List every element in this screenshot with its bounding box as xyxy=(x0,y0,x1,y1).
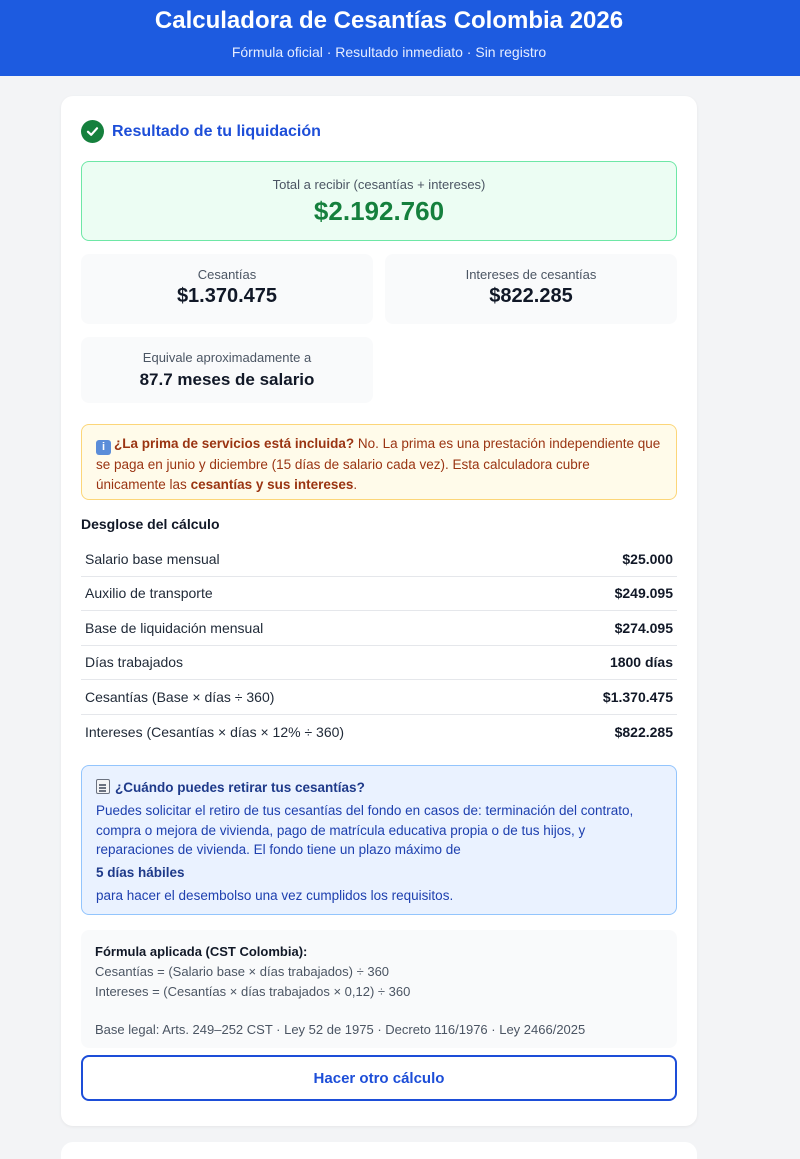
row-label: Intereses (Cesantías × días × 12% ÷ 360) xyxy=(85,723,345,740)
withdraw-text: Puedes solicitar el retiro de tus cesantías del fondo en casos de: terminación del contrato, compra o mejora de vivienda, pago de matrícula educativa propia o de tus hijos, y reparaciones de vivienda. El fondo tiene un plazo máximo de xyxy=(96,803,634,857)
table-row xyxy=(81,577,677,612)
row-value: $822.285 xyxy=(614,723,673,740)
withdraw-text-end: para hacer el desembolso una vez cumplidos los requisitos. xyxy=(96,887,454,903)
total-box xyxy=(81,161,677,241)
notice-bold: cesantías y sus intereses xyxy=(190,477,354,492)
row-value: 1800 días xyxy=(609,654,673,671)
row-value: $274.095 xyxy=(614,619,673,636)
prima-notice xyxy=(81,424,677,500)
intereses-label: Intereses de cesantías xyxy=(465,267,597,282)
equivalence-value: 87.7 meses de salario xyxy=(139,370,315,389)
row-label: Base de liquidación mensual xyxy=(85,619,264,636)
row-label: Cesantías (Base × días ÷ 360) xyxy=(85,688,275,705)
table-row xyxy=(81,715,677,750)
formula-box xyxy=(81,930,677,1048)
notice-text: No. La prima es una prestación independiente que se paga en junio y diciembre (15 días de salario cada vez). Esta calculadora cubre únicamente las xyxy=(96,436,661,492)
table-row xyxy=(81,611,677,646)
row-value: $1.370.475 xyxy=(602,688,673,705)
table-row xyxy=(81,646,677,681)
page-subtitle: Fórmula oficial · Resultado inmediato · Sin registro xyxy=(231,44,547,60)
row-label: Salario base mensual xyxy=(85,550,220,567)
page-header xyxy=(0,0,800,76)
legal-basis: Base legal: Arts. 249–252 CST · Ley 52 de 1975 · Decreto 116/1976 · Ley 2466/2025 xyxy=(95,1022,586,1037)
withdraw-info xyxy=(81,765,677,915)
next-card xyxy=(61,1142,697,1159)
formula-line-intereses: Intereses = (Cesantías × días trabajados × 0,12) ÷ 360 xyxy=(95,984,411,999)
row-label: Auxilio de transporte xyxy=(85,585,213,602)
cesantias-value: $1.370.475 xyxy=(176,285,278,307)
breakdown-title: Desglose del cálculo xyxy=(81,516,220,532)
check-circle-icon xyxy=(81,120,104,143)
row-value: $249.095 xyxy=(614,585,673,602)
table-row xyxy=(81,680,677,715)
intereses-stat xyxy=(385,254,677,324)
result-title: Resultado de tu liquidación xyxy=(112,122,321,140)
info-icon: i xyxy=(96,440,111,455)
withdraw-title: ¿Cuándo puedes retirar tus cesantías? xyxy=(115,780,365,795)
row-label: Días trabajados xyxy=(85,654,184,671)
result-heading xyxy=(81,120,321,143)
total-value: $2.192.760 xyxy=(313,196,445,226)
breakdown-table xyxy=(81,542,677,749)
new-calculation-button[interactable]: Hacer otro cálculo xyxy=(81,1055,677,1101)
clipboard-icon xyxy=(96,779,110,794)
withdraw-days: 5 días hábiles xyxy=(96,864,185,880)
cesantias-label: Cesantías xyxy=(197,267,257,282)
formula-line-cesantias: Cesantías = (Salario base × días trabajados) ÷ 360 xyxy=(95,964,390,979)
result-card xyxy=(61,96,697,1126)
table-row xyxy=(81,542,677,577)
intereses-value: $822.285 xyxy=(489,285,573,307)
page-title: Calculadora de Cesantías Colombia 2026 xyxy=(154,7,624,34)
total-label: Total a recibir (cesantías + intereses) xyxy=(272,177,486,192)
notice-text-end: . xyxy=(353,477,358,492)
equivalence-stat xyxy=(81,337,373,403)
notice-question: ¿La prima de servicios está incluida? xyxy=(114,436,355,451)
row-value: $25.000 xyxy=(622,550,673,567)
cesantias-stat xyxy=(81,254,373,324)
equivalence-label: Equivale aproximadamente a xyxy=(142,350,312,365)
formula-title: Fórmula aplicada (CST Colombia): xyxy=(95,944,308,959)
